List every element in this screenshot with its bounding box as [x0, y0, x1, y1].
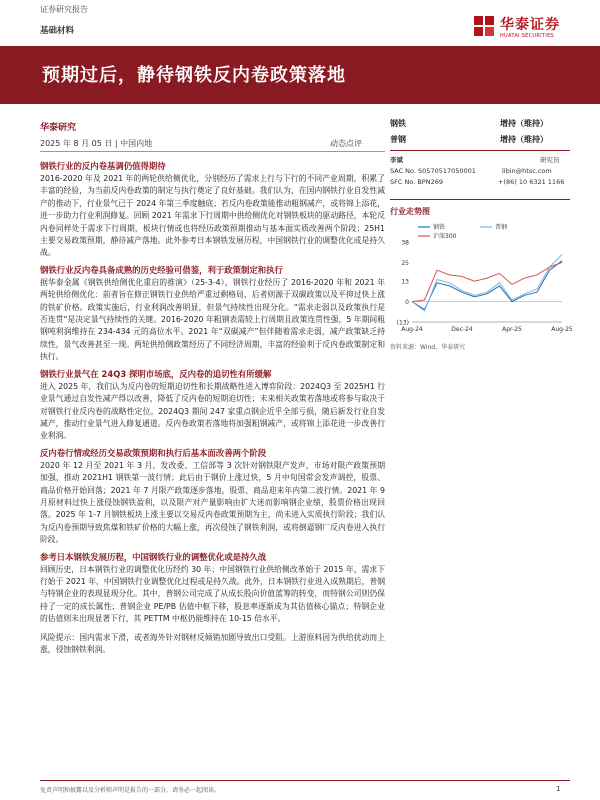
report-date: 2025 年 8 月 05 日 — [40, 139, 113, 148]
analyst-name: 李斌 — [390, 156, 403, 164]
sidebar — [390, 116, 573, 351]
page-number: 1 — [556, 785, 561, 793]
rating-industry: 钢铁 — [390, 119, 406, 128]
logo-text-cn: 华泰证券 — [500, 17, 560, 33]
series-line-1 — [412, 255, 562, 312]
legend-label: 普钢 — [495, 224, 508, 231]
section-heading: 钢铁行业的反内卷基调仍值得期待 — [40, 161, 166, 171]
section-paragraph: 据华泰金属《钢铁供给侧优化重启的推演》（25-3-4），钢铁行业经历了 2016-2020 年和 2021 年两轮供给侧优化：前者旨在修正钢铁行业供给严重过剩格局，后者则源于双碳政策以及平抑过快上涨的铁矿价格。政策实施后，行业利润改善明显，但景气持续性出现分化。“需求走弱以及政策执行是否连贯”是决定景气持续性的关键。2016-2020 年粗钢表需较上行周期且政策连贯性强，5 年期间粗钢吨利润维持在 234-434 元的高位水平。2021 年“双碳减产”但伴随着需求走弱，减产政策缺乏持续性，景气改善甚至一现。两轮供给侧政策经历了不同经济周期，丰富的经验利于反内卷政策制定和执行。 — [40, 277, 385, 362]
rating-value: 增持（维持） — [500, 119, 548, 128]
x-tick-label: Dec-24 — [451, 326, 473, 333]
industry-trend-chart — [390, 220, 573, 340]
analyst-role: 研究员 — [540, 156, 560, 164]
main-content — [40, 156, 385, 658]
x-tick-label: Aug-24 — [401, 326, 423, 333]
rating-industry: 普钢 — [390, 135, 406, 144]
report-title: 预期过后，静待钢铁反内卷政策落地 — [42, 65, 346, 86]
separator: | — [114, 139, 121, 148]
chart-svg — [390, 220, 573, 340]
section-paragraph: 回顾历史，日本钢铁行业的调整优化历经约 30 年；中国钢铁行业供给侧改革始于 2015 年，需求下行始于 2021 年，中国钢铁行业调整优化过程或是持久战。此外，日本钢铁行业进入成熟期后，普钢与特钢企业的表现显现分化。其中，普钢公司完成了从成长股向价值蓝筹的转变，而特钢公司则仍保持了一定的成长属性；普钢企业 PE/PB 估值中枢下移，股息率逐渐成为其估值核心锚点；特钢企业的估值则未出现显著下行，其 PETTM 中枢仍能维持在 10-15 倍水平。 — [40, 564, 385, 624]
legend-label: 钢铁 — [433, 224, 446, 231]
series-line-2 — [412, 262, 562, 301]
rating-value: 增持（维持） — [500, 135, 548, 144]
report-type-label: 证券研究报告 — [40, 5, 88, 14]
risk-warning: 风险提示：国内需求下滑，或者海外针对钢材反倾销加剧导致出口受阻。上游原料因为供给扰动而上涨，侵蚀钢铁利润。 — [40, 632, 385, 654]
section-paragraph: 2020 年 12 月至 2021 年 3 月，发改委、工信部等 3 次针对钢铁限产发声，市场对限产政策预期加强，推动 2021H1 钢铁第一波行情；此后由于钢价上涨过快，5 月中旬国常会发声调控，股票、商品价格开始回落；2021 年 7 月限产政策逐步落地，股票、商品迎来年内第二波行情。2021 年 9 月原材料过快上涨侵蚀钢铁盈利，以及限产对产量影响由扩大迷而影响钢企业绩，股票价格出现回落。2025 年 1-7 月钢铁板块上涨主要以交易反内卷政策预期为主，尚未进入实质执行阶段；我们认为反内卷预期导致焦煤和铁矿价格的大幅上涨，再次侵蚀了钢铁利润，或将倒逼钢厂反内卷进入执行阶段。 — [40, 460, 385, 545]
logo-text-en: HUATAI SECURITIES — [500, 33, 554, 39]
rating-row — [390, 132, 570, 148]
section-paragraph: 2016-2020 年及 2021 年的两轮供给侧优化，分别经历了需求上行与下行的不同产业周期，积累了丰富的经验，为当前反内卷政策的制定与执行奠定了良好基础。我们认为，在国内钢铁行业自发性减产的推动下，行业景气已于 2024 年第三季度触底；若反内卷政策能推动粗钢减产，或将锦上添花，进一步助力行业利润修复。回顾 2021 年需求下行周期中供给侧优化对钢铁板块的驱动路径，本轮反内卷同样处于需求下行周期，板块行情或也将经历政策预期推动与基本面实质改善两个阶段；25H1 主要交易政策预期，静待减产落地。此外参考日本钢铁发展历程，中国钢铁行业的调整优化或是持久战。 — [40, 174, 385, 258]
report-tag: 动态点评 — [330, 139, 362, 148]
x-tick-label: Apr-25 — [502, 326, 522, 333]
title-banner — [0, 46, 600, 104]
rating-divider — [390, 150, 570, 151]
section-heading: 参考日本钢铁发展历程，中国钢铁行业的调整优化或是持久战 — [40, 551, 267, 562]
legend-label: 沪深300 — [433, 233, 457, 240]
footer-disclaimer: 免责声明和披露以及分析师声明是报告的一部分，请务必一起阅读。 — [40, 787, 221, 794]
analyst-divider — [390, 199, 570, 200]
section-heading: 反内卷行情或经历交易政策预期和执行后基本面改善两个阶段 — [40, 447, 267, 458]
y-tick-label: 38 — [401, 239, 409, 247]
analyst-email: libin@htsc.com — [502, 167, 552, 175]
analyst-phone: +(86) 10 6321 1166 — [498, 178, 565, 186]
company-logo — [474, 14, 574, 42]
chart-source: 资料来源：Wind，华泰研究 — [390, 344, 466, 351]
y-tick-label: 25 — [401, 259, 409, 267]
y-tick-label: (13) — [396, 319, 409, 327]
analyst-sac: SAC No. S0570517050001 — [390, 167, 476, 175]
analyst-block — [390, 153, 570, 197]
analyst-sfc: SFC No. BPN269 — [390, 178, 443, 186]
header-divider — [40, 151, 385, 152]
footer-divider — [40, 780, 570, 781]
x-tick-label: Aug-25 — [551, 326, 573, 333]
section-paragraph: 进入 2025 年，我们认为反内卷的短期迫切性和长期战略性进入博弈阶段：2024Q3 至 2025H1 行业景气通过自发性减产得以改善，降低了反内卷的短期迫切性；未来相关政策若落地或将参与取决于对钢铁行业反内卷的战略性定位。2024Q3 期间 247 家重点钢企近乎全部亏损，随后新发行业自发减产，推动行业景气进入修复通道。反内卷政策若落地将加强粗钢减产，或将锦上添花进一步改善行业利润。 — [40, 381, 385, 441]
report-region: 中国内地 — [120, 139, 153, 148]
y-tick-label: 0 — [405, 299, 409, 307]
y-tick-label: 13 — [401, 278, 409, 286]
section-heading: 钢铁行业景气在 24Q3 探明市场底，反内卷的追切性有所缓解 — [40, 368, 272, 379]
section-heading: 钢铁行业反内卷具备成熟的历史经验可借鉴，利于政策制定和执行 — [40, 264, 283, 275]
chart-title: 行业走势图 — [390, 207, 430, 216]
date-region-line — [40, 138, 152, 149]
rating-row — [390, 116, 570, 132]
logo-mark-icon — [474, 16, 494, 36]
section-label: 基础材料 — [40, 26, 75, 36]
org-name: 华泰研究 — [40, 123, 77, 133]
